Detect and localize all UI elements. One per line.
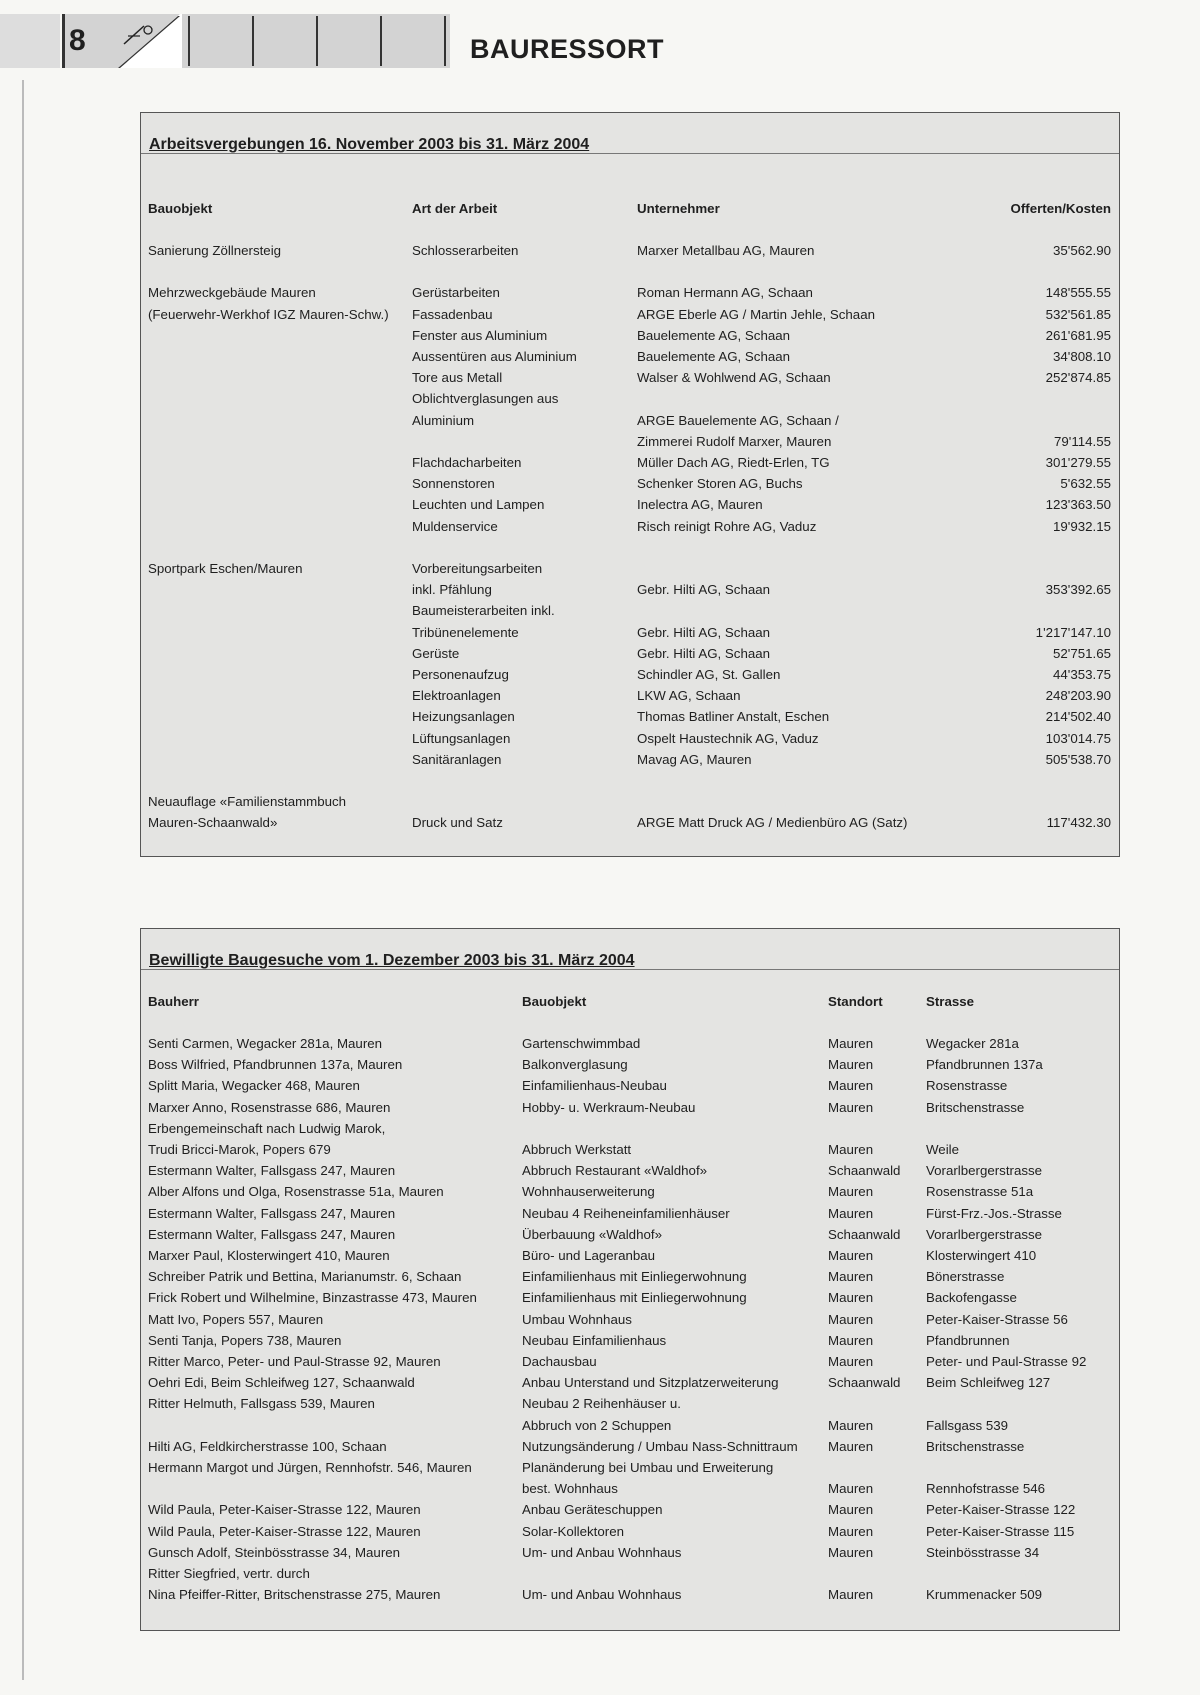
standort-cell: Mauren: [828, 1057, 874, 1073]
standort-cell: Mauren: [828, 1269, 874, 1285]
standort-cell: Mauren: [828, 1587, 874, 1603]
bauobjekt-cell: Neubau Einfamilienhaus: [522, 1332, 667, 1348]
bauherr-cell: Ritter Marco, Peter- und Paul-Strasse 92, Mauren: [148, 1354, 441, 1369]
standort-cell: Mauren: [828, 1544, 874, 1560]
construction-crane-icon: [118, 14, 182, 68]
art-der-arbeit-cell: Fassadenbau: [412, 306, 493, 322]
table-row: [141, 1563, 1119, 1584]
bauherr-cell: Trudi Bricci-Marok, Popers 679: [148, 1142, 331, 1157]
bauobjekt-cell: Sanierung Zöllnersteig: [148, 243, 282, 258]
table-row: [141, 261, 1119, 282]
table-row: [141, 1181, 1119, 1202]
unternehmer-cell: Gebr. Hilti AG, Schaan: [637, 582, 771, 598]
art-der-arbeit-cell: Baumeisterarbeiten inkl.: [412, 603, 555, 619]
strasse-cell: Wegacker 281a: [926, 1036, 1019, 1051]
table-row: [141, 1309, 1119, 1330]
table-row: [141, 579, 1119, 600]
column-header-unternehmer: Unternehmer: [637, 201, 720, 216]
table-row: [141, 728, 1119, 749]
unternehmer-cell: Marxer Metallbau AG, Mauren: [637, 243, 815, 258]
kosten-cell: 505'538.70: [1045, 751, 1111, 767]
unternehmer-cell: Bauelemente AG, Schaan: [637, 349, 791, 364]
table-row: [141, 1542, 1119, 1563]
bauherr-cell: Senti Tanja, Popers 738, Mauren: [148, 1332, 342, 1348]
bauobjekt-cell: best. Wohnhaus: [522, 1481, 618, 1497]
bauherr-cell: Hilti AG, Feldkircherstrasse 100, Schaan: [148, 1438, 387, 1454]
strasse-cell: Pfandbrunnen 137a: [926, 1057, 1043, 1073]
kosten-cell: 261'681.95: [1045, 327, 1111, 343]
table-row: [141, 431, 1119, 452]
art-der-arbeit-cell: Aluminium: [412, 412, 475, 428]
table-row: [141, 282, 1119, 303]
kosten-cell: 103'014.75: [1045, 730, 1111, 746]
standort-cell: Mauren: [828, 1099, 874, 1115]
column-header-kosten: Offerten/Kosten: [1010, 201, 1111, 216]
strasse-cell: Fürst-Frz.-Jos.-Strasse: [926, 1205, 1062, 1221]
bauherr-cell: Wild Paula, Peter-Kaiser-Strasse 122, Mauren: [148, 1523, 421, 1539]
table-row: [141, 706, 1119, 727]
kosten-cell: 79'114.55: [1053, 433, 1111, 449]
kosten-cell: 34'808.10: [1053, 349, 1111, 364]
kosten-cell: 353'392.65: [1045, 582, 1111, 598]
table-row: [141, 1139, 1119, 1160]
kosten-cell: 35'562.90: [1053, 243, 1111, 258]
column-header-standort: Standort: [828, 994, 883, 1009]
table-row: [141, 1351, 1119, 1372]
standort-cell: Mauren: [828, 1078, 874, 1094]
title-rule: [141, 969, 1119, 970]
strasse-cell: Backofengasse: [926, 1290, 1017, 1306]
table-row: [141, 1584, 1119, 1605]
table-row: [141, 410, 1119, 431]
bauobjekt-cell: Neubau 4 Reiheneinfamilienhäuser: [522, 1205, 730, 1221]
art-der-arbeit-cell: Sanitäranlagen: [412, 751, 502, 767]
table-row: [141, 664, 1119, 685]
bauherr-cell: Ritter Helmuth, Fallsgass 539, Mauren: [148, 1396, 375, 1412]
bauobjekt-cell: Neubau 2 Reihenhäuser u.: [522, 1396, 681, 1412]
art-der-arbeit-cell: Tribünenelemente: [412, 624, 519, 640]
header-bars: [182, 14, 450, 68]
table-row: [141, 1118, 1119, 1139]
standort-cell: Mauren: [828, 1205, 874, 1221]
bauobjekt-cell: Solar-Kollektoren: [522, 1523, 624, 1539]
unternehmer-cell: Inelectra AG, Mauren: [637, 497, 763, 513]
bauobjekt-cell: Einfamilienhaus mit Einliegerwohnung: [522, 1269, 747, 1285]
bauherr-cell: Schreiber Patrik und Bettina, Marianumstr. 6, Schaan: [148, 1269, 462, 1285]
bauherr-cell: Oehri Edi, Beim Schleifweg 127, Schaanwald: [148, 1375, 415, 1391]
art-der-arbeit-cell: Gerüstarbeiten: [412, 285, 500, 301]
art-der-arbeit-cell: Elektroanlagen: [412, 688, 501, 704]
panel-title: Bewilligte Baugesuche vom 1. Dezember 2003 bis 31. März 2004: [149, 952, 635, 969]
standort-cell: Mauren: [828, 1142, 874, 1157]
bauherr-cell: Marxer Anno, Rosenstrasse 686, Mauren: [148, 1099, 391, 1115]
unternehmer-cell: Walser & Wohlwend AG, Schaan: [637, 370, 831, 386]
strasse-cell: Steinbösstrasse 34: [926, 1544, 1040, 1560]
bauobjekt-cell: Um- und Anbau Wohnhaus: [522, 1544, 682, 1560]
strasse-cell: Britschenstrasse: [926, 1099, 1025, 1115]
strasse-cell: Peter-Kaiser-Strasse 56: [926, 1311, 1068, 1327]
unternehmer-cell: Gebr. Hilti AG, Schaan: [637, 624, 771, 640]
unternehmer-cell: Zimmerei Rudolf Marxer, Mauren: [637, 433, 832, 449]
title-rule: [141, 153, 1119, 154]
strasse-cell: Vorarlbergerstrasse: [926, 1226, 1043, 1242]
bauobjekt-cell: Anbau Unterstand und Sitzplatzerweiterung: [522, 1375, 779, 1391]
table-row: [141, 749, 1119, 770]
art-der-arbeit-cell: Sonnenstoren: [412, 476, 495, 492]
table-row: [141, 1075, 1119, 1096]
kosten-cell: 248'203.90: [1045, 688, 1111, 704]
table-row: [141, 1521, 1119, 1542]
strasse-cell: Beim Schleifweg 127: [926, 1375, 1051, 1391]
standort-cell: Mauren: [828, 1523, 874, 1539]
panel-title: Arbeitsvergebungen 16. November 2003 bis 31. März 2004: [149, 136, 590, 153]
unternehmer-cell: ARGE Bauelemente AG, Schaan /: [637, 412, 839, 428]
standort-cell: Mauren: [828, 1502, 874, 1518]
baugesuche-panel: [140, 928, 1120, 1631]
table-row: [141, 1160, 1119, 1181]
strasse-cell: Peter-Kaiser-Strasse 115: [926, 1523, 1075, 1539]
table-row: [141, 558, 1119, 579]
bauobjekt-cell: Büro- und Lageranbau: [522, 1248, 656, 1263]
table-row: [141, 346, 1119, 367]
bauobjekt-cell: Wohnhauserweiterung: [522, 1184, 655, 1200]
table-row: [141, 1393, 1119, 1414]
unternehmer-cell: Bauelemente AG, Schaan: [637, 327, 791, 343]
strasse-cell: Rosenstrasse 51a: [926, 1184, 1034, 1200]
standort-cell: Mauren: [828, 1290, 874, 1306]
art-der-arbeit-cell: Schlosserarbeiten: [412, 243, 519, 258]
bauherr-cell: Hermann Margot und Jürgen, Rennhofstr. 546, Mauren: [148, 1460, 472, 1475]
bauherr-cell: Estermann Walter, Fallsgass 247, Mauren: [148, 1226, 396, 1242]
strasse-cell: Klosterwingert 410: [926, 1248, 1037, 1263]
table-row: [141, 1330, 1119, 1351]
table-row: [141, 643, 1119, 664]
bauobjekt-cell: Sportpark Eschen/Mauren: [148, 561, 303, 576]
kosten-cell: 19'932.15: [1053, 518, 1111, 534]
bauherr-cell: Splitt Maria, Wegacker 468, Mauren: [148, 1078, 360, 1094]
header-block: [0, 14, 60, 68]
column-header-bauobjekt: Bauobjekt: [522, 994, 587, 1009]
art-der-arbeit-cell: Fenster aus Aluminium: [412, 327, 548, 343]
bauobjekt-cell: Überbauung «Waldhof»: [522, 1226, 662, 1242]
unternehmer-cell: LKW AG, Schaan: [637, 688, 741, 704]
table-row: [141, 240, 1119, 261]
unternehmer-cell: Schindler AG, St. Gallen: [637, 667, 781, 682]
kosten-cell: 44'353.75: [1053, 667, 1111, 682]
bauobjekt-cell: Hobby- u. Werkraum-Neubau: [522, 1099, 696, 1115]
art-der-arbeit-cell: Lüftungsanlagen: [412, 730, 511, 746]
page-number: 8: [62, 14, 118, 68]
column-header-art: Art der Arbeit: [412, 201, 498, 216]
standort-cell: Mauren: [828, 1354, 874, 1369]
standort-cell: Mauren: [828, 1332, 874, 1348]
strasse-cell: Fallsgass 539: [926, 1417, 1009, 1433]
bauobjekt-cell: Einfamilienhaus mit Einliegerwohnung: [522, 1290, 747, 1306]
header-divider: [316, 16, 318, 66]
bauobjekt-cell: Abbruch Werkstatt: [522, 1142, 632, 1157]
bauherr-cell: Matt Ivo, Popers 557, Mauren: [148, 1311, 324, 1327]
bauobjekt-cell: Balkonverglasung: [522, 1057, 628, 1073]
unternehmer-cell: ARGE Eberle AG / Martin Jehle, Schaan: [637, 306, 875, 322]
kosten-cell: 1'217'147.10: [1035, 624, 1111, 640]
standort-cell: Schaanwald: [828, 1375, 901, 1391]
table-row: [141, 770, 1119, 791]
unternehmer-cell: Ospelt Haustechnik AG, Vaduz: [637, 730, 819, 746]
table-row: [141, 1054, 1119, 1075]
bauherr-cell: Ritter Siegfried, vertr. durch: [148, 1566, 310, 1581]
standort-cell: Mauren: [828, 1481, 874, 1497]
table-row: [141, 473, 1119, 494]
table-row: [141, 1203, 1119, 1224]
art-der-arbeit-cell: Aussentüren aus Aluminium: [412, 349, 577, 364]
kosten-cell: 252'874.85: [1045, 370, 1111, 386]
art-der-arbeit-cell: Heizungsanlagen: [412, 709, 515, 725]
unternehmer-cell: Mavag AG, Mauren: [637, 751, 752, 767]
section-title: BAURESSORT: [470, 34, 665, 64]
unternehmer-cell: Gebr. Hilti AG, Schaan: [637, 645, 771, 661]
bauherr-cell: Boss Wilfried, Pfandbrunnen 137a, Mauren: [148, 1057, 403, 1073]
strasse-cell: Bönerstrasse: [926, 1269, 1005, 1285]
kosten-cell: 301'279.55: [1045, 455, 1111, 470]
kosten-cell: 52'751.65: [1053, 645, 1111, 661]
art-der-arbeit-cell: Vorbereitungsarbeiten: [412, 561, 543, 576]
table-row: [141, 1224, 1119, 1245]
kosten-cell: 148'555.55: [1045, 285, 1111, 301]
table-row: [141, 1097, 1119, 1118]
bauherr-cell: Gunsch Adolf, Steinbösstrasse 34, Mauren: [148, 1544, 401, 1560]
bauherr-cell: Senti Carmen, Wegacker 281a, Mauren: [148, 1036, 383, 1051]
table-row: [141, 600, 1119, 621]
bauobjekt-cell: Dachausbau: [522, 1354, 597, 1369]
table-row: [141, 1266, 1119, 1287]
standort-cell: Mauren: [828, 1311, 874, 1327]
unternehmer-cell: Roman Hermann AG, Schaan: [637, 285, 813, 301]
bauherr-cell: Nina Pfeiffer-Ritter, Britschenstrasse 275, Mauren: [148, 1587, 441, 1603]
unternehmer-cell: Thomas Batliner Anstalt, Eschen: [637, 709, 830, 725]
table-row: [141, 812, 1119, 833]
table-row: [141, 791, 1119, 812]
art-der-arbeit-cell: Personenaufzug: [412, 667, 509, 682]
bauherr-cell: Estermann Walter, Fallsgass 247, Mauren: [148, 1205, 396, 1221]
header-divider: [444, 16, 446, 66]
table-row: [141, 1245, 1119, 1266]
table-row: [141, 622, 1119, 643]
art-der-arbeit-cell: Oblichtverglasungen aus: [412, 391, 559, 407]
table-row: [141, 1499, 1119, 1520]
strasse-cell: Britschenstrasse: [926, 1438, 1025, 1454]
bauherr-cell: Wild Paula, Peter-Kaiser-Strasse 122, Mauren: [148, 1502, 421, 1518]
art-der-arbeit-cell: Flachdacharbeiten: [412, 455, 522, 470]
table-row: [141, 1478, 1119, 1499]
strasse-cell: Peter- und Paul-Strasse 92: [926, 1354, 1087, 1369]
table-row: [141, 325, 1119, 346]
strasse-cell: Pfandbrunnen: [926, 1332, 1010, 1348]
bauobjekt-cell: Nutzungsänderung / Umbau Nass-Schnittraum: [522, 1438, 798, 1454]
table-row: [141, 1287, 1119, 1308]
strasse-cell: Krummenacker 509: [926, 1587, 1043, 1603]
table-row: [141, 494, 1119, 515]
strasse-cell: Rosenstrasse: [926, 1078, 1008, 1094]
header-divider: [252, 16, 254, 66]
table-row: [141, 537, 1119, 558]
table-row: [141, 516, 1119, 537]
standort-cell: Schaanwald: [828, 1226, 901, 1242]
bauobjekt-cell: (Feuerwehr-Werkhof IGZ Mauren-Schw.): [148, 306, 389, 322]
bauherr-cell: Estermann Walter, Fallsgass 247, Mauren: [148, 1163, 396, 1179]
bauobjekt-cell: Mehrzweckgebäude Mauren: [148, 285, 316, 301]
bauobjekt-cell: Abbruch von 2 Schuppen: [522, 1417, 672, 1433]
table-row: [141, 1436, 1119, 1457]
standort-cell: Mauren: [828, 1248, 874, 1263]
table-row: [141, 452, 1119, 473]
standort-cell: Schaanwald: [828, 1163, 901, 1179]
standort-cell: Mauren: [828, 1438, 874, 1454]
standort-cell: Mauren: [828, 1036, 874, 1051]
bauherr-cell: Marxer Paul, Klosterwingert 410, Mauren: [148, 1248, 390, 1263]
table-header-row: [141, 198, 1119, 219]
unternehmer-cell: Müller Dach AG, Riedt-Erlen, TG: [637, 455, 830, 470]
table-row: [141, 388, 1119, 409]
standort-cell: Mauren: [828, 1184, 874, 1200]
bauobjekt-cell: Mauren-Schaanwald»: [148, 815, 278, 831]
column-header-bauobjekt: Bauobjekt: [148, 201, 213, 216]
bauherr-cell: Erbengemeinschaft nach Ludwig Marok,: [148, 1120, 386, 1136]
strasse-cell: Vorarlbergerstrasse: [926, 1163, 1043, 1179]
art-der-arbeit-cell: Leuchten und Lampen: [412, 497, 545, 513]
table-row: [141, 1457, 1119, 1478]
kosten-cell: 214'502.40: [1045, 709, 1111, 725]
column-header-strasse: Strasse: [926, 994, 975, 1009]
art-der-arbeit-cell: Druck und Satz: [412, 815, 503, 831]
table-row: [141, 304, 1119, 325]
bauobjekt-cell: Planänderung bei Umbau und Erweiterung: [522, 1460, 774, 1475]
art-der-arbeit-cell: Gerüste: [412, 645, 460, 661]
art-der-arbeit-cell: inkl. Pfählung: [412, 582, 492, 598]
table-row: [141, 1033, 1119, 1054]
kosten-cell: 123'363.50: [1045, 497, 1111, 513]
unternehmer-cell: Schenker Storen AG, Buchs: [637, 476, 803, 492]
table-row: [141, 1415, 1119, 1436]
strasse-cell: Weile: [926, 1142, 960, 1157]
header-divider: [188, 16, 190, 66]
standort-cell: Mauren: [828, 1417, 874, 1433]
bauherr-cell: Alber Alfons und Olga, Rosenstrasse 51a, Mauren: [148, 1184, 444, 1200]
arbeitsvergebungen-panel: [140, 112, 1120, 857]
bauherr-cell: Frick Robert und Wilhelmine, Binzastrasse 473, Mauren: [148, 1290, 477, 1306]
kosten-cell: 5'632.55: [1060, 476, 1111, 492]
bauobjekt-cell: Abbruch Restaurant «Waldhof»: [522, 1163, 708, 1179]
kosten-cell: 532'561.85: [1045, 306, 1111, 322]
bauobjekt-cell: Anbau Geräteschuppen: [522, 1502, 663, 1518]
strasse-cell: Peter-Kaiser-Strasse 122: [926, 1502, 1076, 1518]
bauobjekt-cell: Umbau Wohnhaus: [522, 1311, 632, 1327]
bauobjekt-cell: Einfamilienhaus-Neubau: [522, 1078, 667, 1094]
bauobjekt-cell: Neuauflage «Familienstammbuch: [148, 794, 347, 810]
table-header-row: [141, 991, 1119, 1012]
unternehmer-cell: Risch reinigt Rohre AG, Vaduz: [637, 518, 817, 534]
kosten-cell: 117'432.30: [1046, 815, 1111, 831]
table-row: [141, 1372, 1119, 1393]
art-der-arbeit-cell: Muldenservice: [412, 518, 498, 534]
art-der-arbeit-cell: Tore aus Metall: [412, 370, 503, 386]
table-row: [141, 367, 1119, 388]
page-edge-line: [22, 80, 24, 1680]
unternehmer-cell: ARGE Matt Druck AG / Medienbüro AG (Satz): [637, 815, 908, 831]
strasse-cell: Rennhofstrasse 546: [926, 1481, 1046, 1497]
bauobjekt-cell: Gartenschwimmbad: [522, 1036, 641, 1051]
table-row: [141, 685, 1119, 706]
header-divider: [380, 16, 382, 66]
bauobjekt-cell: Um- und Anbau Wohnhaus: [522, 1587, 682, 1603]
column-header-bauherr: Bauherr: [148, 994, 199, 1009]
